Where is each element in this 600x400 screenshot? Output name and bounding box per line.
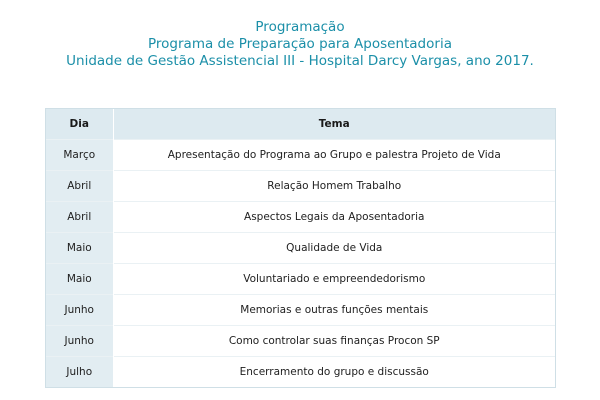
table-row (46, 202, 555, 233)
cell-tema: Relação Homem Trabalho (113, 171, 555, 202)
cell-dia: Maio (46, 264, 113, 295)
cell-dia: Abril (46, 171, 113, 202)
cell-tema: Encerramento do grupo e discussão (113, 357, 555, 388)
page-title: Programação (255, 19, 345, 35)
table-row (46, 264, 555, 295)
cell-dia: Abril (46, 202, 113, 233)
cell-tema: Memorias e outras funções mentais (113, 295, 555, 326)
table-row (46, 233, 555, 264)
cell-dia: Março (46, 140, 113, 171)
schedule-table (46, 109, 555, 387)
table-row (46, 326, 555, 357)
page-subtitle-detail: Unidade de Gestão Assistencial III - Hospital Darcy Vargas, ano 2017. (66, 53, 534, 69)
column-header-tema: Tema (113, 109, 555, 140)
cell-tema: Apresentação do Programa ao Grupo e palestra Projeto de Vida (113, 140, 555, 171)
cell-dia: Julho (46, 357, 113, 388)
cell-dia: Maio (46, 233, 113, 264)
table-row (46, 295, 555, 326)
cell-tema: Como controlar suas finanças Procon SP (113, 326, 555, 357)
table-row (46, 357, 555, 388)
table-row (46, 171, 555, 202)
table-header-row (46, 109, 555, 140)
cell-dia: Junho (46, 326, 113, 357)
column-header-dia: Dia (46, 109, 113, 140)
cell-tema: Voluntariado e empreendedorismo (113, 264, 555, 295)
table-row (46, 140, 555, 171)
title-block (0, 19, 600, 70)
page-subtitle: Programa de Preparação para Aposentadoria (148, 36, 452, 52)
cell-tema: Qualidade de Vida (113, 233, 555, 264)
cell-tema: Aspectos Legais da Aposentadoria (113, 202, 555, 233)
cell-dia: Junho (46, 295, 113, 326)
schedule-table-container (45, 108, 556, 388)
